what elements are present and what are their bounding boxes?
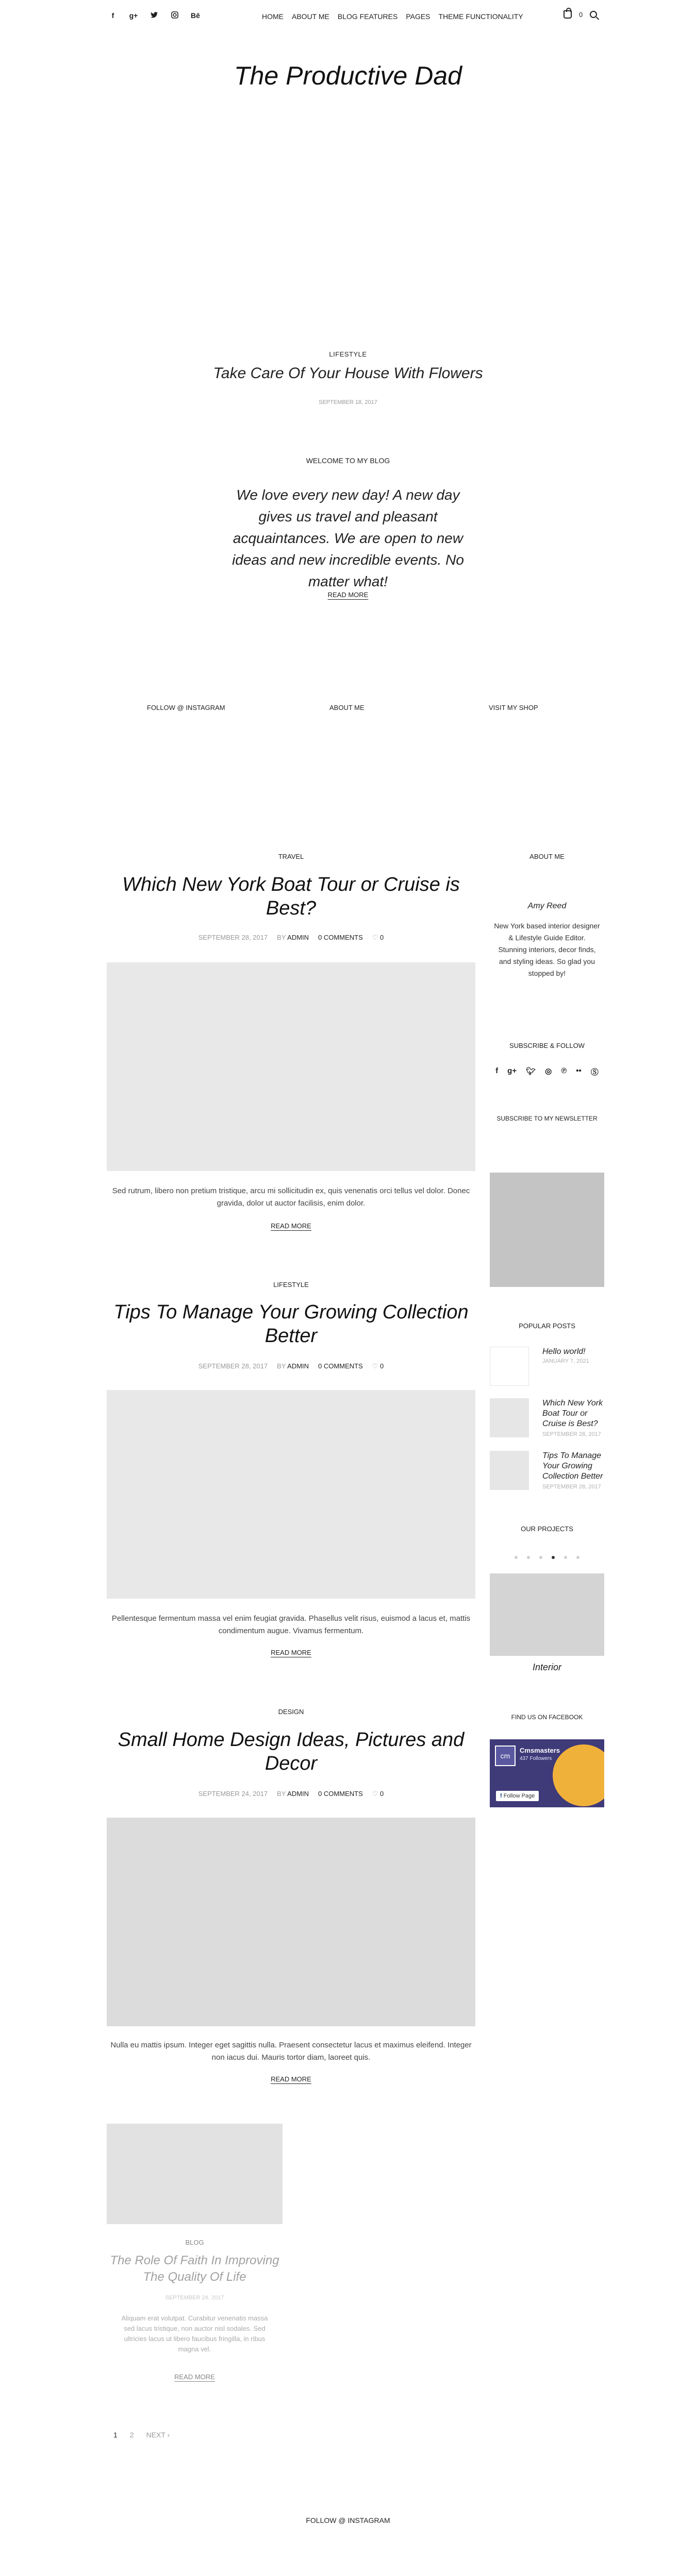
like-icon[interactable]: ♡ — [372, 1790, 378, 1798]
sidebar-popular-label: POPULAR POSTS — [519, 1322, 575, 1330]
post-category[interactable]: TRAVEL — [278, 853, 304, 860]
nav-theme-functionality[interactable]: THEME FUNCTIONALITY — [438, 12, 523, 21]
post-read-more-link[interactable]: READ MORE — [271, 1649, 311, 1656]
grid-post-excerpt: Aliquam erat volutpat. Curabitur venenatis massa sed lacus tristique, non auctor nisl sodales. Sed ultricies lacus ut libero faucibus fringilla, in ribus magna vel. — [121, 2314, 268, 2353]
page-2-link[interactable]: 2 — [129, 2431, 134, 2439]
popular-post-title[interactable]: Hello world! — [542, 1347, 586, 1356]
post-meta — [107, 1790, 475, 1798]
popular-post-date: SEPTEMBER 28, 2017 — [542, 1431, 601, 1437]
nav-about-me[interactable]: ABOUT ME — [292, 12, 329, 21]
welcome-label: WELCOME TO MY BLOG — [306, 456, 390, 465]
grid-post-title[interactable]: The Role Of Faith In Improving The Quality Of Life — [110, 2253, 279, 2284]
shopping-bag-icon[interactable] — [564, 10, 572, 19]
next-page-link[interactable]: NEXT › — [146, 2431, 170, 2439]
main-navigation — [262, 12, 523, 21]
post-read-more-link[interactable]: READ MORE — [271, 2075, 311, 2083]
project-caption[interactable]: Interior — [532, 1662, 562, 1672]
like-icon[interactable]: ♡ — [372, 1362, 378, 1370]
behance-icon[interactable]: Bē — [191, 11, 200, 20]
post-date: SEPTEMBER 28, 2017 — [198, 1362, 268, 1370]
post-read-more-link[interactable]: READ MORE — [271, 1222, 311, 1230]
skype-icon[interactable]: Ⓢ — [590, 1068, 599, 1077]
popular-post-thumb[interactable] — [490, 1451, 529, 1490]
carousel-dot[interactable] — [515, 1556, 518, 1559]
sidebar-social-icons — [490, 1066, 604, 1077]
projects-carousel-dots — [490, 1556, 604, 1559]
post-by-label: BY — [277, 934, 286, 941]
sidebar-newsletter-label: SUBSCRIBE TO MY NEWSLETTER — [496, 1115, 598, 1122]
popular-post-title[interactable]: Tips To Manage Your Growing Collection Better — [542, 1451, 603, 1481]
twitter-icon[interactable] — [150, 11, 159, 20]
popular-post-title[interactable]: Which New York Boat Tour or Cruise is Best? — [542, 1399, 603, 1428]
search-icon[interactable] — [590, 11, 597, 18]
sidebar-about-label: ABOUT ME — [529, 853, 565, 860]
post-by-label: BY — [277, 1790, 286, 1798]
post-meta — [107, 1362, 475, 1370]
facebook-icon[interactable]: f — [495, 1066, 499, 1075]
site-title[interactable]: The Productive Dad — [234, 61, 462, 90]
pagination — [113, 2431, 170, 2439]
post-comments-link[interactable]: 0 COMMENTS — [318, 1362, 363, 1370]
slider-category[interactable]: LIFESTYLE — [329, 350, 367, 358]
post-author-link[interactable]: ADMIN — [287, 934, 309, 941]
carousel-dot[interactable] — [576, 1556, 579, 1559]
post-comments-link[interactable]: 0 COMMENTS — [318, 1790, 363, 1798]
popular-post-date: JANUARY 7, 2021 — [542, 1358, 589, 1364]
grid-post-read-more-link[interactable]: READ MORE — [174, 2373, 215, 2381]
google-plus-icon[interactable]: g+ — [129, 11, 138, 20]
sidebar-about-name: Amy Reed — [527, 902, 567, 910]
post-featured-image[interactable] — [107, 1818, 475, 2026]
popular-post-thumb[interactable] — [490, 1398, 529, 1437]
project-image[interactable] — [490, 1573, 604, 1656]
welcome-text: We love every new day! A new day gives us travel and pleasant acquaintances. We are open to new ideas and new incredible events. No matter what! — [232, 487, 464, 589]
post-excerpt: Sed rutrum, libero non pretium tristique, arcu mi sollicitudin ex, quis venenatis orci tellus vel dolor. Donec gravida, dolor ut auctor facilisis, enim dolor. — [112, 1187, 470, 1208]
twitter-icon[interactable]: 🐦︎ — [526, 1067, 536, 1076]
follow-instagram-link[interactable]: FOLLOW @ INSTAGRAM — [147, 704, 225, 711]
carousel-dot[interactable] — [564, 1556, 567, 1559]
facebook-page-name[interactable]: Cmsmasters — [520, 1747, 560, 1754]
google-plus-icon[interactable]: g+ — [507, 1066, 517, 1075]
post-excerpt: Nulla eu mattis ipsum. Integer eget sagittis nulla. Praesent consectetur lacus et maximus eleifend. Integer non iacus dui. Mauris tortor diam, laoreet quis. — [110, 2041, 472, 2062]
sidebar-subscribe-label: SUBSCRIBE & FOLLOW — [509, 1042, 585, 1049]
post-likes-count: 0 — [380, 934, 384, 941]
carousel-dot-active[interactable] — [552, 1556, 555, 1559]
grid-post-date: SEPTEMBER 24, 2017 — [165, 2295, 224, 2301]
facebook-followers: 437 Followers — [520, 1756, 552, 1761]
post-likes-count: 0 — [380, 1790, 384, 1798]
carousel-dot[interactable] — [539, 1556, 542, 1559]
sidebar-about-text: New York based interior designer & Lifestyle Guide Editor. Stunning interiors, decor finds, and styling ideas. So glad you stopped by! — [494, 922, 600, 977]
popular-post-thumb[interactable] — [490, 1347, 529, 1386]
flickr-icon[interactable]: •• — [576, 1066, 582, 1075]
post-date: SEPTEMBER 28, 2017 — [198, 934, 268, 941]
popular-post-item[interactable] — [490, 1347, 604, 1388]
facebook-page-widget[interactable] — [490, 1739, 604, 1807]
popular-post-item[interactable] — [490, 1451, 604, 1497]
post-by-label: BY — [277, 1362, 286, 1370]
cart-count: 0 — [579, 10, 583, 19]
instagram-icon[interactable] — [170, 11, 179, 20]
like-icon[interactable]: ♡ — [372, 934, 378, 941]
popular-post-date: SEPTEMBER 28, 2017 — [542, 1484, 601, 1490]
carousel-dot[interactable] — [527, 1556, 530, 1559]
post-category[interactable]: DESIGN — [278, 1708, 304, 1716]
grid-post-image[interactable] — [107, 2124, 283, 2224]
about-me-link[interactable]: ABOUT ME — [329, 704, 364, 711]
page-1-current: 1 — [113, 2431, 118, 2439]
nav-blog-features[interactable]: BLOG FEATURES — [337, 12, 398, 21]
post-likes-count: 0 — [380, 1362, 384, 1370]
slider-date: SEPTEMBER 18, 2017 — [319, 399, 377, 405]
post-title[interactable]: Small Home Design Ideas, Pictures and Decor — [118, 1729, 465, 1774]
post-title[interactable]: Tips To Manage Your Growing Collection Better — [113, 1301, 469, 1347]
post-author-link[interactable]: ADMIN — [287, 1790, 309, 1798]
popular-post-item[interactable] — [490, 1398, 604, 1445]
post-excerpt: Pellentesque fermentum massa vel enim feugiat gravida. Phasellus velit risus, euismod a lacus et, mattis condimentum augue. Vivamus fermentum. — [111, 1614, 471, 1635]
facebook-icon: f — [500, 1793, 502, 1799]
facebook-follow-button[interactable] — [496, 1791, 539, 1801]
welcome-read-more-link[interactable]: READ MORE — [327, 591, 369, 599]
header-actions — [564, 10, 597, 19]
facebook-follow-label: Follow Page — [503, 1793, 535, 1799]
post-date: SEPTEMBER 24, 2017 — [198, 1790, 268, 1798]
facebook-icon[interactable]: f — [111, 11, 114, 20]
grid-post-category[interactable]: BLOG — [185, 2239, 204, 2246]
post-comments-link[interactable]: 0 COMMENTS — [318, 934, 363, 941]
pinterest-icon[interactable]: ℗ — [561, 1066, 567, 1075]
facebook-page-logo: cm — [495, 1745, 516, 1766]
post-featured-image[interactable] — [107, 1390, 475, 1599]
slider-title[interactable]: Take Care Of Your House With Flowers — [213, 365, 483, 382]
newsletter-banner-image[interactable] — [490, 1173, 604, 1287]
sidebar-projects-label: OUR PROJECTS — [521, 1525, 573, 1533]
header-social-icons — [108, 11, 200, 20]
facebook-cover-art — [553, 1744, 604, 1806]
post-title[interactable]: Which New York Boat Tour or Cruise is Best? — [122, 874, 460, 919]
post-meta — [107, 934, 475, 942]
visit-shop-link[interactable]: VISIT MY SHOP — [489, 704, 538, 711]
nav-pages[interactable]: PAGES — [406, 12, 430, 21]
nav-home[interactable]: HOME — [262, 12, 284, 21]
top-header — [0, 0, 696, 33]
post-featured-image[interactable] — [107, 962, 475, 1171]
footer-follow-instagram[interactable]: FOLLOW @ INSTAGRAM — [306, 2516, 390, 2524]
instagram-icon[interactable]: ◎ — [545, 1067, 552, 1076]
post-category[interactable]: LIFESTYLE — [273, 1281, 309, 1289]
sidebar-facebook-label: FIND US ON FACEBOOK — [511, 1714, 583, 1721]
post-author-link[interactable]: ADMIN — [287, 1362, 309, 1370]
